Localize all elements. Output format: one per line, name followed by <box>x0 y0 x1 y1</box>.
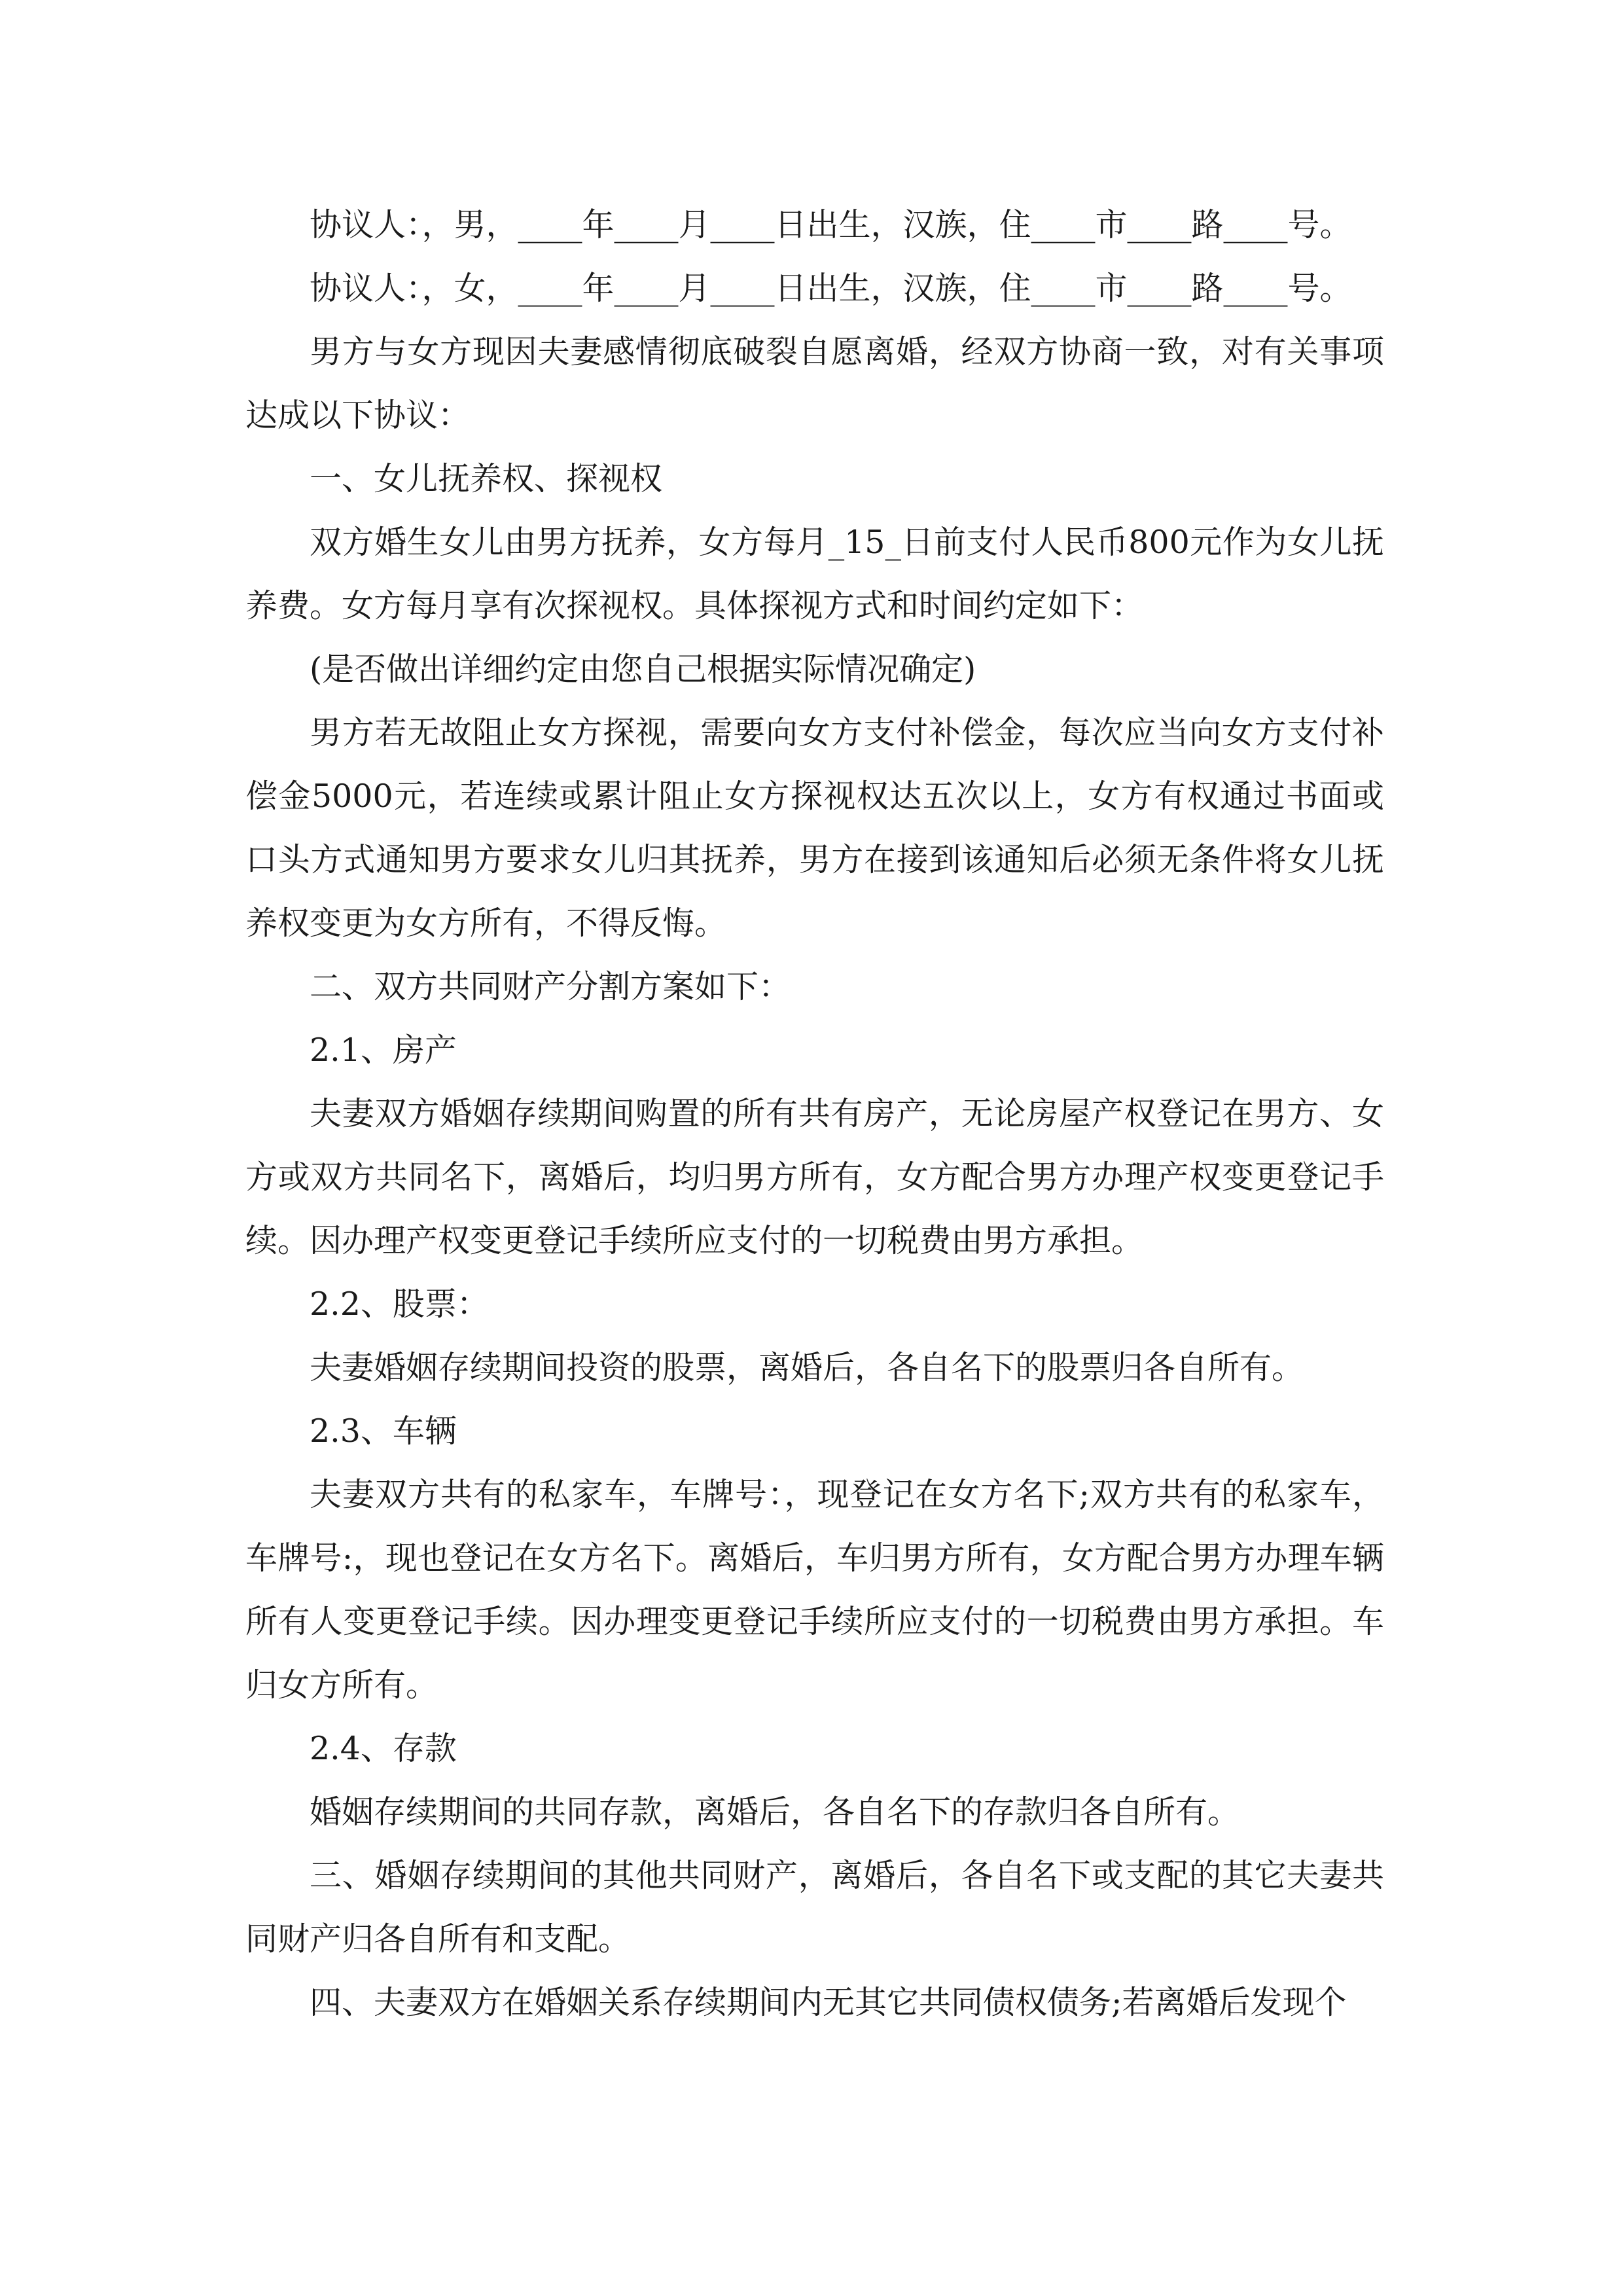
section-2-1-paragraph: 夫妻双方婚姻存续期间购置的所有共有房产，无论房屋产权登记在男方、女方或双方共同名下，离婚后，均归男方所有，女方配合男方办理产权变更登记手续。因办理产权变更登记手续所应支付的一切税费由男方承担。 <box>245 1095 1384 1259</box>
section-1-note: (是否做出详细约定由您自己根据实际情况确定) <box>310 651 976 688</box>
party-female-line: 协议人：，女，____年____月____日出生，汉族，住____市____路____号。 <box>310 270 1352 307</box>
section-4-paragraph: 四、夫妻双方在婚姻关系存续期间内无其它共同债权债务;若离婚后发现个 <box>310 1984 1347 2021</box>
section-3-paragraph: 三、婚姻存续期间的其他共同财产，离婚后，各自名下或支配的其它夫妻共同财产归各自所有和支配。 <box>245 1857 1384 1958</box>
section-1-heading: 一、女儿抚养权、探视权 <box>310 460 663 497</box>
intro-paragraph: 男方与女方现因夫妻感情彻底破裂自愿离婚，经双方协商一致，对有关事项达成以下协议： <box>245 333 1384 434</box>
section-2-heading: 二、双方共同财产分割方案如下： <box>310 968 791 1005</box>
party-male-line: 协议人：，男，____年____月____日出生，汉族，住____市____路____号。 <box>310 206 1352 243</box>
section-2-3-heading: 2.3、车辆 <box>310 1412 457 1450</box>
section-2-3-paragraph: 夫妻双方共有的私家车，车牌号：，现登记在女方名下;双方共有的私家车，车牌号:，现也登记在女方名下。离婚后，车归男方所有，女方配合男方办理车辆所有人变更登记手续。因办理变更登记手续所应支付的一切税费由男方承担。车归女方所有。 <box>245 1476 1384 1704</box>
section-1-paragraph-2: 男方若无故阻止女方探视，需要向女方支付补偿金，每次应当向女方支付补偿金5000元，若连续或累计阻止女方探视权达五次以上，女方有权通过书面或口头方式通知男方要求女儿归其抚养，男方在接到该通知后必须无条件将女儿抚养权变更为女方所有，不得反悔。 <box>245 714 1384 942</box>
section-2-2-heading: 2.2、股票： <box>310 1285 489 1323</box>
section-2-1-heading: 2.1、房产 <box>310 1031 457 1069</box>
section-2-2-paragraph: 夫妻婚姻存续期间投资的股票，离婚后，各自名下的股票归各自所有。 <box>310 1349 1304 1386</box>
section-1-paragraph: 双方婚生女儿由男方抚养，女方每月_15_日前支付人民币800元作为女儿抚养费。女方每月享有次探视权。具体探视方式和时间约定如下： <box>245 524 1384 624</box>
section-2-4-paragraph: 婚姻存续期间的共同存款，离婚后，各自名下的存款归各自所有。 <box>310 1793 1240 1831</box>
section-2-4-heading: 2.4、存款 <box>310 1730 457 1767</box>
document-body <box>245 193 1384 2034</box>
